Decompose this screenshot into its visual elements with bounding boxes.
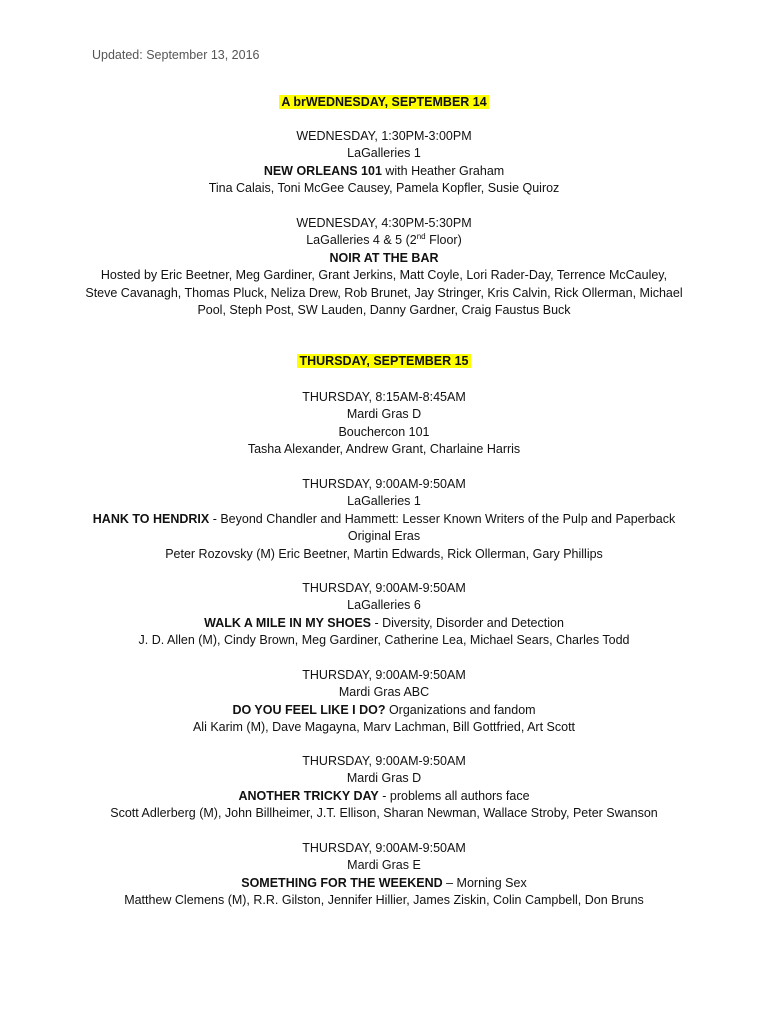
session-title: SOMETHING FOR THE WEEKEND — [241, 875, 443, 890]
session-time: THURSDAY, 9:00AM-9:50AM — [302, 668, 466, 682]
session-room: Mardi Gras D — [346, 771, 422, 786]
day-heading-wednesday-text: A brWEDNESDAY, SEPTEMBER 14 — [281, 95, 487, 109]
session-title: WALK A MILE IN MY SHOES — [204, 615, 372, 630]
day-heading-wednesday — [0, 94, 768, 111]
session-panelists: Ali Karim (M), Dave Magayna, Marv Lachman, Bill Gottfried, Art Scott — [192, 720, 576, 735]
session-time: WEDNESDAY, 4:30PM-5:30PM — [296, 216, 472, 230]
day-heading-thursday — [0, 353, 768, 370]
session-time: THURSDAY, 9:00AM-9:50AM — [302, 754, 466, 768]
session-room: Mardi Gras D — [346, 407, 422, 422]
session-time: WEDNESDAY, 1:30PM-3:00PM — [296, 129, 472, 143]
session-panelists: Matthew Clemens (M), R.R. Gilston, Jennifer Hillier, James Ziskin, Colin Campbell, Don Bruns — [124, 893, 644, 908]
session-subtitle: - problems all authors face — [378, 788, 530, 803]
session-title: DO YOU FEEL LIKE I DO? — [232, 702, 386, 717]
session-walk-a-mile — [60, 580, 708, 650]
session-title: NEW ORLEANS 101 — [263, 163, 382, 178]
session-title-line — [60, 163, 708, 180]
session-time: THURSDAY, 8:15AM-8:45AM — [302, 390, 466, 404]
session-do-you-feel-like-i-do — [60, 667, 708, 737]
session-room-post: Floor) — [425, 233, 462, 248]
session-title-line — [60, 615, 708, 632]
day-heading-thursday-text: THURSDAY, SEPTEMBER 15 — [299, 354, 469, 368]
session-time: THURSDAY, 9:00AM-9:50AM — [302, 841, 466, 855]
updated-date: Updated: September 13, 2016 — [92, 48, 260, 62]
session-panelists: Tina Calais, Toni McGee Causey, Pamela Kopfler, Susie Quiroz — [208, 181, 560, 196]
session-bouchercon-101 — [60, 389, 708, 459]
session-subtitle: - Diversity, Disorder and Detection — [371, 615, 564, 630]
session-title-line — [60, 788, 708, 805]
session-title-line — [60, 250, 708, 267]
session-noir-at-the-bar — [60, 215, 708, 319]
session-room-sup: nd — [416, 232, 426, 242]
session-time: THURSDAY, 9:00AM-9:50AM — [302, 581, 466, 595]
session-panelists-line-3: Pool, Steph Post, SW Lauden, Danny Gardner, Craig Faustus Buck — [197, 303, 571, 318]
session-panelists: Scott Adlerberg (M), John Billheimer, J.T. Ellison, Sharan Newman, Wallace Stroby, Peter Swanson — [110, 806, 658, 821]
session-another-tricky-day — [60, 753, 708, 823]
session-panelists: Peter Rozovsky (M) Eric Beetner, Martin Edwards, Rick Ollerman, Gary Phillips — [165, 546, 603, 561]
session-room: Mardi Gras ABC — [338, 685, 430, 700]
session-title: HANK TO HENDRIX — [92, 511, 210, 526]
session-panelists-line-2: Steve Cavanagh, Thomas Pluck, Neliza Drew, Rob Brunet, Jay Stringer, Kris Calvin, Rick Ollerman, Michael — [85, 285, 683, 300]
session-subtitle-line-1: - Beyond Chandler and Hammett: Lesser Known Writers of the Pulp and Paperback — [209, 511, 676, 526]
session-panelists: J. D. Allen (M), Cindy Brown, Meg Gardiner, Catherine Lea, Michael Sears, Charles Todd — [138, 633, 630, 648]
session-panelists: Tasha Alexander, Andrew Grant, Charlaine Harris — [247, 442, 521, 457]
session-title: NOIR AT THE BAR — [329, 250, 439, 265]
session-title-line — [60, 875, 708, 892]
session-hank-to-hendrix — [60, 476, 708, 563]
session-title: ANOTHER TRICKY DAY — [238, 788, 379, 803]
session-something-for-the-weekend — [60, 840, 708, 910]
session-title-line — [60, 702, 708, 719]
session-room: LaGalleries 6 — [347, 598, 421, 613]
session-subtitle: Organizations and fandom — [385, 702, 536, 717]
session-room: Mardi Gras E — [347, 858, 421, 873]
session-room: LaGalleries 1 — [347, 494, 421, 509]
session-title-line — [60, 511, 708, 528]
session-room-pre: LaGalleries 4 & 5 (2 — [306, 233, 417, 248]
session-room — [60, 232, 708, 249]
session-new-orleans-101 — [60, 128, 708, 198]
session-panelists-line-1: Hosted by Eric Beetner, Meg Gardiner, Grant Jerkins, Matt Coyle, Lori Rader-Day, Terrence McCauley, — [100, 268, 668, 283]
session-subtitle-line-2: Original Eras — [347, 529, 421, 544]
session-room: LaGalleries 1 — [347, 146, 421, 161]
session-title: Bouchercon 101 — [338, 424, 430, 439]
session-time: THURSDAY, 9:00AM-9:50AM — [302, 477, 466, 491]
session-subtitle: with Heather Graham — [381, 163, 505, 178]
session-subtitle: – Morning Sex — [442, 875, 527, 890]
